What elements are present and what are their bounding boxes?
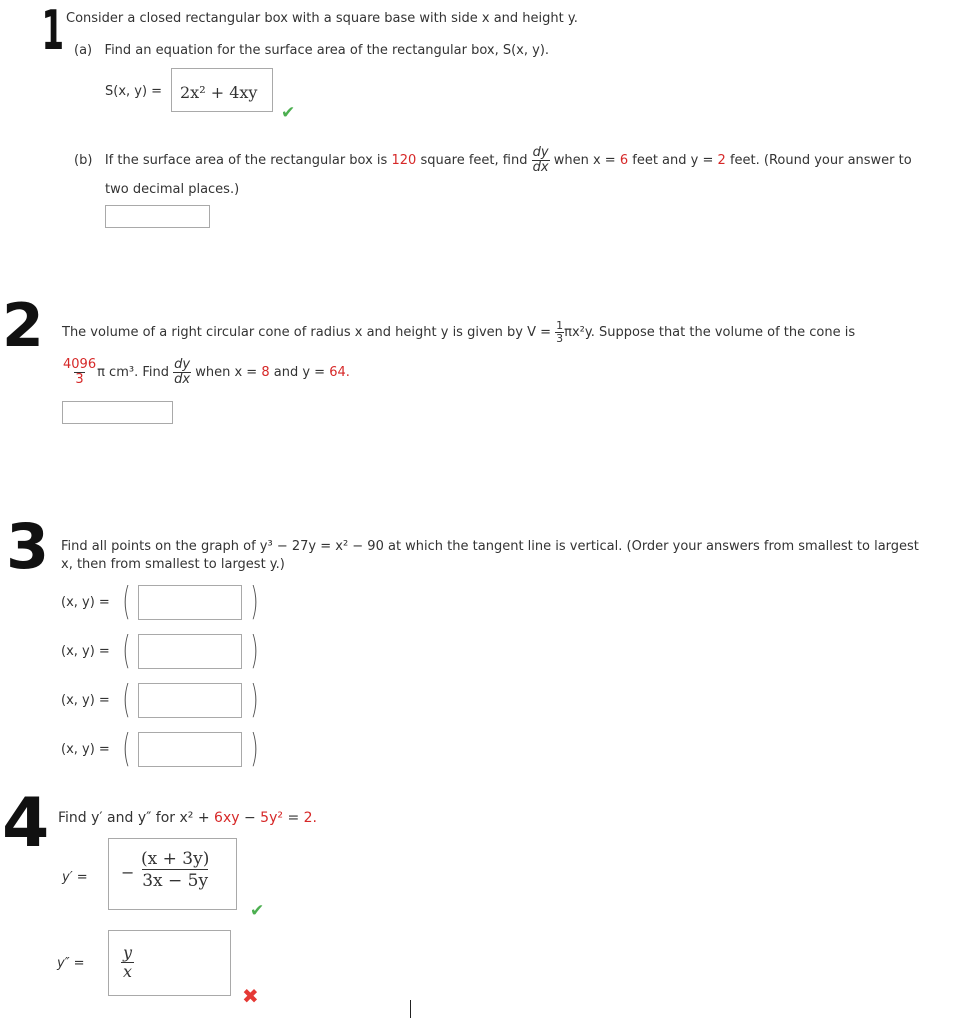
q2-line2 [62, 358, 350, 386]
q2-text1-end: πx²y. Suppose that the volume of the cone is [564, 324, 856, 340]
q4-yp-num: (x + 3y) [141, 849, 210, 869]
q3-line1: Find all points on the graph of y³ − 27y = x² − 90 at which the tangent line is vertical. (Order your answers from smallest to largest [61, 539, 919, 554]
q2-derivative [173, 358, 191, 386]
q3-row-3-label: (x, y) = [61, 693, 110, 708]
q3-row-2-input[interactable] [138, 634, 242, 669]
q4-yp-minus: − [121, 863, 135, 882]
problem-marker-3: 3 [6, 510, 50, 583]
q4-rhs: 2. [303, 810, 317, 826]
q2-three: 3 [556, 331, 564, 345]
q1-b-answer-input[interactable] [105, 205, 210, 228]
q3-row-3-open-paren: ( [122, 677, 131, 721]
q1-b-label: (b) [74, 152, 93, 168]
problem-marker-1: 1 [41, 0, 65, 62]
problem-marker-4: 4 [2, 784, 50, 863]
q4-ypp-incorrect-icon: ✖ [242, 984, 259, 1008]
q1-b-dx: dx [532, 159, 549, 175]
q3-row-1-label: (x, y) = [61, 595, 110, 610]
q2-answer-input[interactable] [62, 401, 173, 424]
q2-vol-unit: π cm³. Find [97, 364, 169, 380]
q1-b-pre: If the surface area of the rectangular box is [104, 152, 388, 168]
q4-yp-den: 3x − 5y [142, 871, 209, 892]
q1-b-dy: dy [532, 145, 549, 160]
q1-b-end: feet. (Round your answer to [729, 152, 912, 168]
q3-row-2-open-paren: ( [122, 628, 131, 672]
q4-yp-answer-box[interactable] [108, 838, 237, 910]
q4-yp-correct-icon: ✔ [250, 901, 265, 921]
q3-line2: x, then from smallest to largest y.) [61, 557, 285, 572]
q3-row-1-open-paren: ( [122, 579, 131, 623]
q4-ypp-label: y″ = [57, 956, 85, 971]
q3-row-3-input[interactable] [138, 683, 242, 718]
q3-row-2-label: (x, y) = [61, 644, 110, 659]
q1-s-label: S(x, y) = [105, 84, 163, 99]
q1-s-answer-box[interactable] [171, 68, 273, 112]
q3-row-2-close-paren: ) [250, 628, 259, 672]
q4-ypp-den: x [123, 962, 133, 982]
q4-term1: 6xy [214, 810, 240, 826]
q3-row-1-input[interactable] [138, 585, 242, 620]
q1-b-feet-and: feet and y = [632, 152, 714, 168]
q1-b-area: 120 [391, 152, 417, 168]
q1-intro: Consider a closed rectangular box with a square base with side x and height y. [66, 11, 578, 26]
q2-when-x: when x = [195, 364, 258, 380]
problem-marker-2: 2 [2, 291, 44, 361]
q1-a-text: Find an equation for the surface area of the rectangular box, S(x, y). [104, 43, 550, 58]
q4-ypp-num: y [122, 943, 133, 962]
q4-ypp-answer-box[interactable] [108, 930, 231, 996]
q1-part-a [74, 43, 549, 58]
q2-dy: dy [174, 357, 191, 372]
q3-row-4-open-paren: ( [122, 726, 131, 770]
q1-b-when: when x = [553, 152, 616, 168]
q3-row-4-input[interactable] [138, 732, 242, 767]
q4-ypp-fraction [121, 944, 134, 982]
q1-b-y-value: 2 [717, 152, 726, 168]
q1-a-label: (a) [74, 43, 93, 58]
q2-dx: dx [174, 371, 191, 387]
q2-one-third [555, 320, 564, 344]
q1-b-x-value: 6 [619, 152, 629, 168]
q4-yp-label: y′ = [62, 870, 88, 885]
q4-yp-fraction [141, 849, 209, 892]
q4-term2: 5y² [260, 810, 283, 826]
q3-row-4-close-paren: ) [250, 726, 259, 770]
q3-row-1-close-paren: ) [250, 579, 259, 623]
q3-row-3-close-paren: ) [250, 677, 259, 721]
q3-row-4-label: (x, y) = [61, 742, 110, 757]
q1-a-correct-icon: ✔ [281, 103, 296, 123]
q1-part-b [74, 146, 912, 174]
q2-text1: The volume of a right circular cone of radius x and height y is given by V = [62, 324, 552, 340]
q2-vol-den: 3 [75, 371, 84, 387]
q4-eq: = [287, 810, 300, 826]
q4-pre: Find y′ and y″ for x² + [58, 810, 210, 826]
q2-y-value: 64. [329, 364, 350, 380]
q2-and-y: and y = [273, 364, 326, 380]
q1-b-mid: square feet, find [420, 152, 528, 168]
text-cursor [410, 1000, 411, 1018]
q2-vol-num: 4096 [63, 357, 97, 372]
q1-s-answer: 2x² + 4xy [180, 83, 258, 102]
q2-volume-fraction [62, 358, 97, 386]
q2-line1 [62, 320, 855, 344]
q1-b-derivative [532, 146, 550, 174]
q4-minus: − [243, 810, 256, 826]
q1-b-line2: two decimal places.) [105, 182, 240, 197]
q2-x-value: 8 [261, 364, 270, 380]
q4-prompt [58, 810, 317, 826]
q2-one: 1 [556, 319, 564, 332]
